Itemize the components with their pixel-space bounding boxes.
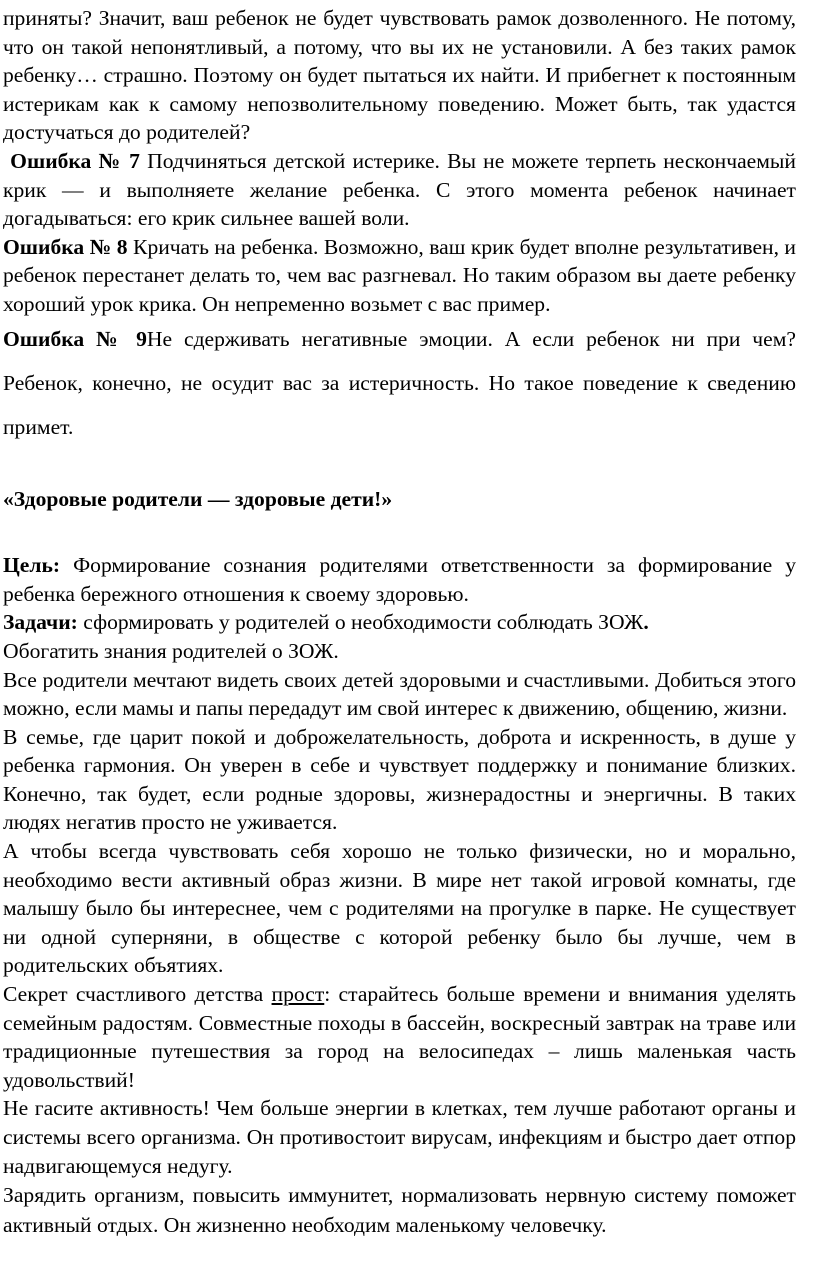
section-title: «Здоровые родители — здоровые дети!»: [3, 486, 393, 511]
paragraph-family: В семье, где царит покой и доброжелательность, доброта и искренность, в душе у ребенка гармония. Он уверен в себе и чувствует поддержку и понимание близких. Конечно, так будет, если родные здоровы, жизнерадостны и энергичны. В таких людях негатив просто не уживается.: [3, 724, 796, 835]
paragraph-all-parents: Все родители мечтают видеть своих детей здоровыми и счастливыми. Добиться этого можно, если мамы и папы передадут им свой интерес к движению, общению, жизни.: [3, 667, 796, 721]
tasks-label: Задачи:: [3, 610, 78, 635]
paragraph-charge: Зарядить организм, повысить иммунитет, нормализовать нервную систему поможет активный отдых. Он жизненно необходим маленькому человечку.: [3, 1183, 796, 1238]
paragraph-mistake-8: [3, 233, 796, 319]
tasks-dot: .: [643, 610, 649, 635]
mistake-7-label: Ошибка № 7: [10, 148, 140, 173]
paragraph-active-life: А чтобы всегда чувствовать себя хорошо не только физически, но и морально, необходимо вести активный образ жизни. В мире нет такой игровой комнаты, где малышу было бы интереснее, чем с родителями на прогулке в парке. Не существует ни одной суперняни, в обществе с которой ребенку было бы лучше, чем в родительских объятиях.: [3, 839, 796, 978]
paragraph-goal: [3, 551, 796, 608]
mistake-8-label: Ошибка № 8: [3, 234, 128, 259]
paragraph-tasks: [3, 608, 796, 637]
mistake-9-text: Не сдерживать негативные эмоции. А если ребенок ни при чем? Ребенок, конечно, не осудит вас за истеричность. Но такое поведение к сведению примет.: [3, 326, 796, 439]
mistake-9-label: Ошибка № 9: [3, 326, 147, 351]
secret-underlined: прост: [271, 982, 325, 1007]
goal-text: Формирование сознания родителями ответственности за формирование у ребенка бережного отношения к своему здоровью.: [3, 553, 796, 606]
paragraph-mistake-7: [3, 147, 796, 233]
tasks-text: сформировать у родителей о необходимости соблюдать ЗОЖ: [77, 610, 644, 635]
paragraph-mistake-9: [3, 317, 796, 449]
goal-label: Цель:: [3, 553, 61, 578]
paragraph-energy: Не гасите активность! Чем больше энергии в клетках, тем лучше работают органы и системы всего организма. Он противостоит вирусам, инфекциям и быстро дает отпор надвигающемуся недугу.: [3, 1096, 796, 1178]
secret-text-b: : старайтесь больше времени и внимания уделять семейным радостям. Совместные походы в бассейн, воскресный завтрак на траве или традиционные путешествия за город на велосипедах – лишь маленькая часть удовольствий!: [3, 982, 796, 1092]
secret-text-a: Секрет счастливого детства: [3, 982, 272, 1007]
paragraph-tasks-line2: Обогатить знания родителей о ЗОЖ.: [3, 638, 339, 663]
mistake-8-text: Кричать на ребенка. Возможно, ваш крик будет вполне результативен, и ребенок перестанет делать то, чем вас разгневал. Но таким образом вы даете ребенку хороший урок крика. Он непременно возьмет с вас пример.: [3, 234, 796, 316]
mistake-7-text: Подчиняться детской истерике. Вы не можете терпеть нескончаемый крик — и выполняете желание ребенка. С этого момента ребенок начинает догадываться: его крик сильнее вашей воли.: [3, 148, 796, 231]
paragraph-intro: приняты? Значит, ваш ребенок не будет чувствовать рамок дозволенного. Не потому, что он такой непонятливый, а потому, что вы их не установили. А без таких рамок ребенку… страшно. Поэтому он будет пытаться их найти. И прибегнет к постоянным истерикам как к самому непозволительному поведению. Может быть, так удастся достучаться до родителей?: [3, 6, 796, 145]
paragraph-secret: [3, 980, 796, 1094]
